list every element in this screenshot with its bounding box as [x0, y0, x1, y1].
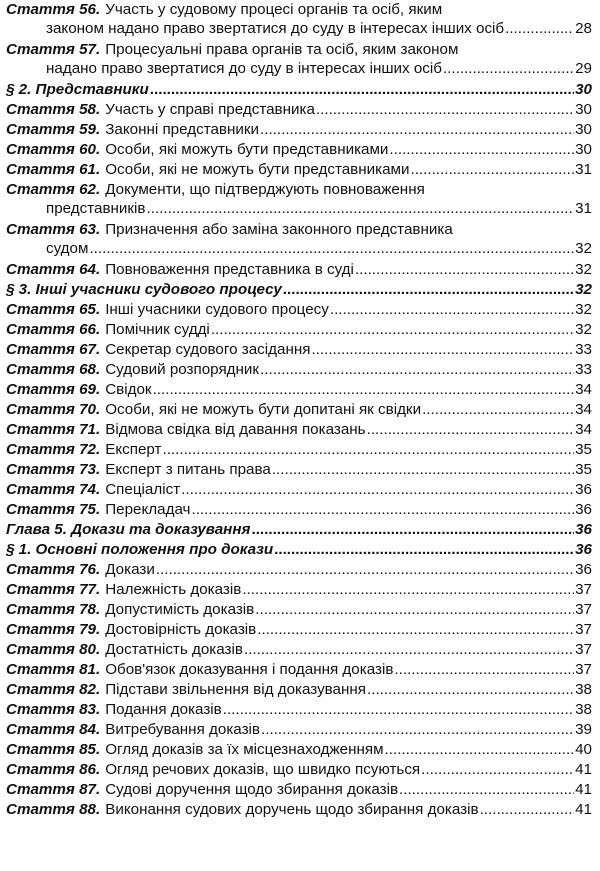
toc-row [6, 120, 592, 139]
article-label: Стаття 68. [6, 361, 101, 378]
dot-leader [443, 59, 574, 78]
article-label: Стаття 78. [6, 601, 101, 618]
toc-entry [6, 160, 592, 179]
dot-leader [311, 340, 574, 359]
page-number: 34 [575, 381, 592, 398]
toc-row [6, 280, 592, 299]
article-title: Належність доказів [105, 581, 242, 598]
article-label: Стаття 81. [6, 661, 101, 678]
toc-row [6, 0, 592, 19]
article-title: Свідок [105, 381, 152, 398]
dot-leader [389, 140, 574, 159]
toc-row [6, 660, 592, 679]
page-number: 32 [575, 321, 592, 338]
toc-row [6, 800, 592, 819]
article-title: Повноваження представника в суді [105, 261, 354, 278]
dot-leader [156, 560, 574, 579]
dot-leader [355, 260, 574, 279]
toc-row [6, 720, 592, 739]
toc-entry [6, 400, 592, 419]
toc-entry [6, 660, 592, 679]
toc-row [6, 220, 592, 239]
toc-entry [6, 780, 592, 799]
toc-row [6, 460, 592, 479]
toc-section-heading [6, 280, 592, 299]
page-number: 33 [575, 361, 592, 378]
dot-leader [330, 300, 574, 319]
toc-row [6, 700, 592, 719]
toc-row [6, 620, 592, 639]
article-label: Стаття 71. [6, 421, 101, 438]
toc-row [6, 420, 592, 439]
toc-entry [6, 260, 592, 279]
toc-entry [6, 360, 592, 379]
article-title: Інші учасники судового процесу [105, 301, 329, 318]
toc-entry [6, 680, 592, 699]
toc-entry [6, 300, 592, 319]
article-title: Подання доказів [105, 701, 222, 718]
article-title: Допустимість доказів [105, 601, 255, 618]
toc-entry [6, 740, 592, 759]
article-label: Стаття 64. [6, 261, 101, 278]
article-title: Участь у справі представника [105, 101, 315, 118]
dot-leader [162, 440, 574, 459]
toc-row [6, 640, 592, 659]
article-title: Підстави звільнення від доказування [105, 681, 367, 698]
toc-entry [6, 480, 592, 499]
dot-leader [272, 460, 574, 479]
article-title: Обов'язок доказування і подання доказів [105, 661, 394, 678]
toc-row-continued [6, 239, 592, 258]
article-label: Стаття 79. [6, 621, 101, 638]
article-title: Огляд речових доказів, що швидко псуються [105, 761, 421, 778]
page-number: 38 [575, 701, 592, 718]
page-number: 41 [575, 801, 592, 818]
toc-row [6, 380, 592, 399]
page-number: 32 [575, 240, 592, 257]
toc-row [6, 300, 592, 319]
page-number: 31 [575, 161, 592, 178]
page-number: 39 [575, 721, 592, 738]
section-title: § 3. Інші учасники судового процесу [6, 281, 282, 298]
article-label: Стаття 85. [6, 741, 101, 758]
article-label: Стаття 56. [6, 1, 101, 18]
toc-entry [6, 440, 592, 459]
article-title-continued: законом надано право звертатися до суду в інтересах інших осіб [46, 20, 505, 37]
article-label: Стаття 84. [6, 721, 101, 738]
article-title: Помічник судді [105, 321, 210, 338]
toc-row [6, 540, 592, 559]
dot-leader [150, 80, 574, 99]
article-label: Стаття 59. [6, 121, 101, 138]
dot-leader [181, 480, 574, 499]
toc-row [6, 160, 592, 179]
article-label: Стаття 74. [6, 481, 101, 498]
dot-leader [480, 800, 575, 819]
toc-row [6, 560, 592, 579]
dot-leader [223, 700, 574, 719]
toc-entry [6, 760, 592, 779]
article-label: Стаття 76. [6, 561, 101, 578]
dot-leader [316, 100, 574, 119]
article-title: Процесуальні права органів та осіб, яким законом [105, 41, 459, 58]
toc-entry [6, 580, 592, 599]
toc-row [6, 180, 592, 199]
article-label: Стаття 86. [6, 761, 101, 778]
dot-leader [255, 600, 574, 619]
article-label: Стаття 73. [6, 461, 101, 478]
article-label: Стаття 70. [6, 401, 101, 418]
toc-row [6, 680, 592, 699]
toc-row [6, 760, 592, 779]
toc-row [6, 520, 592, 539]
article-label: Стаття 66. [6, 321, 101, 338]
toc-row [6, 80, 592, 99]
page-number: 37 [575, 621, 592, 638]
toc-row [6, 400, 592, 419]
dot-leader [385, 740, 575, 759]
article-title-continued: надано право звертатися до суду в інтересах інших осіб [46, 60, 442, 77]
toc-entry [6, 180, 592, 218]
dot-leader [89, 239, 574, 258]
article-label: Стаття 82. [6, 681, 101, 698]
page-number: 32 [575, 281, 592, 298]
dot-leader [367, 680, 574, 699]
article-label: Стаття 67. [6, 341, 101, 358]
article-title: Огляд доказів за їх місцезнаходженням [105, 741, 384, 758]
toc-row [6, 40, 592, 59]
article-label: Стаття 80. [6, 641, 101, 658]
article-label: Стаття 87. [6, 781, 101, 798]
page-number: 41 [575, 781, 592, 798]
article-label: Стаття 75. [6, 501, 101, 518]
toc-row [6, 320, 592, 339]
article-title: Документи, що підтверджують повноваження [105, 181, 425, 198]
article-label: Стаття 57. [6, 41, 101, 58]
toc-entry [6, 0, 592, 38]
article-label: Стаття 61. [6, 161, 101, 178]
article-title: Перекладач [105, 501, 191, 518]
article-title: Особи, які не можуть бути допитані як свідки [105, 401, 422, 418]
article-title-continued: судом [46, 240, 89, 257]
article-label: Стаття 65. [6, 301, 101, 318]
dot-leader [399, 780, 574, 799]
article-title: Судовий розпорядник [105, 361, 260, 378]
page-number: 33 [575, 341, 592, 358]
article-label: Стаття 69. [6, 381, 101, 398]
dot-leader [251, 520, 574, 539]
article-title: Експерт [105, 441, 162, 458]
dot-leader [421, 760, 574, 779]
article-label: Стаття 58. [6, 101, 101, 118]
article-title: Відмова свідка від давання показань [105, 421, 366, 438]
page-number: 36 [575, 521, 592, 538]
toc-entry [6, 800, 592, 819]
article-title: Виконання судових доручень щодо збирання доказів [105, 801, 479, 818]
page-number: 36 [575, 481, 592, 498]
page-number: 38 [575, 681, 592, 698]
dot-leader [191, 500, 574, 519]
toc-row [6, 440, 592, 459]
page-number: 35 [575, 441, 592, 458]
page-number: 30 [575, 141, 592, 158]
article-title: Особи, які можуть бути представниками [105, 141, 389, 158]
toc-entry [6, 620, 592, 639]
toc-row [6, 360, 592, 379]
toc-row [6, 340, 592, 359]
page-number: 41 [575, 761, 592, 778]
toc-row [6, 740, 592, 759]
toc-entry [6, 220, 592, 258]
page-number: 35 [575, 461, 592, 478]
toc-row-continued [6, 199, 592, 218]
dot-leader [422, 400, 574, 419]
toc-row [6, 500, 592, 519]
article-label: Стаття 88. [6, 801, 101, 818]
dot-leader [211, 320, 574, 339]
toc-entry [6, 720, 592, 739]
dot-leader [257, 620, 574, 639]
dot-leader [242, 580, 574, 599]
page-number: 37 [575, 601, 592, 618]
toc-entry [6, 320, 592, 339]
toc-entry [6, 380, 592, 399]
toc-row [6, 260, 592, 279]
toc-entry [6, 500, 592, 519]
dot-leader [260, 120, 574, 139]
toc-row [6, 480, 592, 499]
article-title: Особи, які не можуть бути представниками [105, 161, 410, 178]
toc-entry [6, 340, 592, 359]
article-title: Достовірність доказів [105, 621, 257, 638]
toc-entry [6, 420, 592, 439]
dot-leader [367, 420, 575, 439]
page-number: 40 [575, 741, 592, 758]
page-number: 36 [575, 501, 592, 518]
page-number: 31 [575, 200, 592, 217]
toc-entry [6, 120, 592, 139]
article-title-continued: представників [46, 200, 146, 217]
toc-row-continued [6, 59, 592, 78]
page-number: 30 [575, 101, 592, 118]
article-title: Секретар судового засідання [105, 341, 311, 358]
dot-leader [274, 540, 574, 559]
dot-leader [394, 660, 574, 679]
toc-entry [6, 640, 592, 659]
dot-leader [283, 280, 574, 299]
dot-leader [147, 199, 575, 218]
article-label: Стаття 62. [6, 181, 101, 198]
article-title: Експерт з питань права [105, 461, 271, 478]
toc-entry [6, 600, 592, 619]
toc-section-heading [6, 80, 592, 99]
article-title: Законні представники [105, 121, 259, 138]
article-title: Докази [105, 561, 155, 578]
page-number: 34 [575, 421, 592, 438]
toc-entry [6, 140, 592, 159]
page-number: 28 [575, 20, 592, 37]
page-number: 30 [575, 121, 592, 138]
toc-row [6, 600, 592, 619]
page-number: 34 [575, 401, 592, 418]
page-number: 37 [575, 581, 592, 598]
toc-row [6, 140, 592, 159]
dot-leader [153, 380, 575, 399]
toc-entry [6, 40, 592, 78]
article-label: Стаття 63. [6, 221, 101, 238]
article-label: Стаття 72. [6, 441, 101, 458]
article-title: Витребування доказів [105, 721, 260, 738]
dot-leader [260, 360, 574, 379]
toc-entry [6, 460, 592, 479]
toc-row [6, 780, 592, 799]
toc-section-heading [6, 540, 592, 559]
toc-entry [6, 100, 592, 119]
dot-leader [505, 19, 574, 38]
page-number: 36 [575, 561, 592, 578]
toc-entry [6, 560, 592, 579]
dot-leader [261, 720, 574, 739]
article-label: Стаття 77. [6, 581, 101, 598]
page-number: 29 [575, 60, 592, 77]
article-title: Судові доручення щодо збирання доказів [105, 781, 399, 798]
toc-row [6, 100, 592, 119]
page-number: 37 [575, 641, 592, 658]
article-title: Призначення або заміна законного представника [105, 221, 453, 238]
section-title: § 1. Основні положення про докази [6, 541, 274, 558]
toc-section-heading [6, 520, 592, 539]
page-number: 30 [575, 81, 592, 98]
toc-row-continued [6, 19, 592, 38]
article-label: Стаття 83. [6, 701, 101, 718]
page-number: 37 [575, 661, 592, 678]
section-title: § 2. Представники [6, 81, 149, 98]
page-number: 32 [575, 261, 592, 278]
page-number: 36 [575, 541, 592, 558]
article-title: Достатність доказів [105, 641, 243, 658]
section-title: Глава 5. Докази та доказування [6, 521, 251, 538]
dot-leader [244, 640, 574, 659]
article-title: Спеціаліст [105, 481, 181, 498]
article-title: Участь у судовому процесі органів та осіб, яким [105, 1, 443, 18]
article-label: Стаття 60. [6, 141, 101, 158]
toc-row [6, 580, 592, 599]
dot-leader [410, 160, 574, 179]
toc-entry [6, 700, 592, 719]
page-number: 32 [575, 301, 592, 318]
